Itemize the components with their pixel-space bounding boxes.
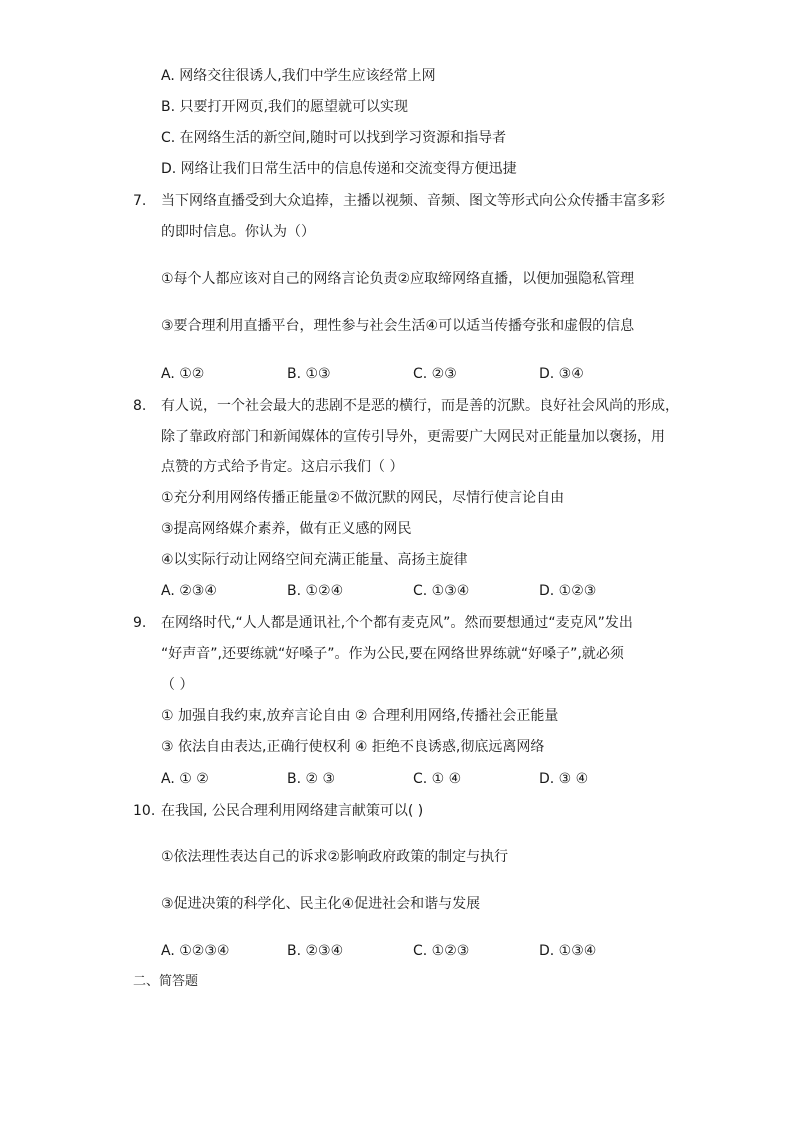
q7-number: 7. <box>133 193 147 209</box>
q9-option-a: A. ① ② <box>161 771 209 787</box>
q8-option-d: D. ①②③ <box>539 583 597 599</box>
q9-option-c: C. ① ④ <box>413 771 462 787</box>
q7-option-a: A. ①② <box>161 366 205 382</box>
q10-option-b: B. ②③④ <box>287 943 344 959</box>
q9-statement: ① 加强自我约束,放弃言论自由 ② 合理利用网络,传播社会正能量 <box>161 708 559 724</box>
section-title: 二、简答题 <box>133 974 199 989</box>
q10-stem-line: 在我国, 公民合理利用网络建言献策可以( ) <box>161 803 424 819</box>
q9-option-d: D. ③ ④ <box>539 771 589 787</box>
q7-option-d: D. ③④ <box>539 366 584 382</box>
q8-number: 8. <box>133 398 147 414</box>
q6-option-b: B. 只要打开网页,我们的愿望就可以实现 <box>161 99 408 115</box>
q10-option-a: A. ①②③④ <box>161 943 230 959</box>
q9-stem-line: “好声音”,还要练就“好嗓子”。作为公民,要在网络世界练就“好嗓子”,就必须 <box>161 646 624 662</box>
q8-stem-line: 点赞的方式给予肯定。这启示我们（ ） <box>161 459 404 475</box>
q8-option-b: B. ①②④ <box>287 583 344 599</box>
q9-stem-line: （ ） <box>161 677 194 693</box>
q6-option-d: D. 网络让我们日常生活中的信息传递和交流变得方便迅捷 <box>161 161 517 177</box>
q8-option-c: C. ①③④ <box>413 583 470 599</box>
q10-statement: ①依法理性表达自己的诉求②影响政府政策的制定与执行 <box>161 849 509 865</box>
q9-stem-line: 在网络时代,“人人都是通讯社,个个都有麦克风”。然而要想通过“麦克风”发出 <box>161 615 633 631</box>
q6-option-a: A. 网络交往很诱人,我们中学生应该经常上网 <box>161 68 436 84</box>
q7-stem-line: 的即时信息。你认为（） <box>161 224 315 240</box>
q10-option-c: C. ①②③ <box>413 943 470 959</box>
q8-option-a: A. ②③④ <box>161 583 217 599</box>
q10-number: 10. <box>133 803 156 819</box>
q8-statement: ③提高网络媒介素养，做有正义感的网民 <box>161 521 412 537</box>
q9-number: 9. <box>133 615 147 631</box>
q9-statement: ③ 依法自由表达,正确行使权利 ④ 拒绝不良诱惑,彻底远离网络 <box>161 739 545 755</box>
q6-option-c: C. 在网络生活的新空间,随时可以找到学习资源和指导者 <box>161 130 507 146</box>
q7-stem-line: 当下网络直播受到大众追捧，主播以视频、音频、图文等形式向公众传播丰富多彩 <box>161 193 665 209</box>
q10-option-d: D. ①③④ <box>539 943 597 959</box>
q8-statement: ①充分利用网络传播正能量②不做沉默的网民，尽情行使言论自由 <box>161 490 565 506</box>
q8-statement: ④以实际行动让网络空间充满正能量、高扬主旋律 <box>161 552 468 568</box>
q10-statement: ③促进决策的科学化、民主化④促进社会和谐与发展 <box>161 896 481 912</box>
q7-statement: ①每个人都应该对自己的网络言论负责②应取缔网络直播，以便加强隐私管理 <box>161 271 635 287</box>
q7-option-b: B. ①③ <box>287 366 331 382</box>
q7-statement: ③要合理利用直播平台，理性参与社会生活④可以适当传播夸张和虚假的信息 <box>161 318 635 334</box>
q9-option-b: B. ② ③ <box>287 771 336 787</box>
q8-stem-line: 除了靠政府部门和新闻媒体的宣传引导外，更需要广大网民对正能量加以褒扬，用 <box>161 429 665 445</box>
q8-stem-line: 有人说，一个社会最大的悲剧不是恶的横行，而是善的沉默。良好社会风尚的形成， <box>161 398 679 414</box>
q7-option-c: C. ②③ <box>413 366 457 382</box>
